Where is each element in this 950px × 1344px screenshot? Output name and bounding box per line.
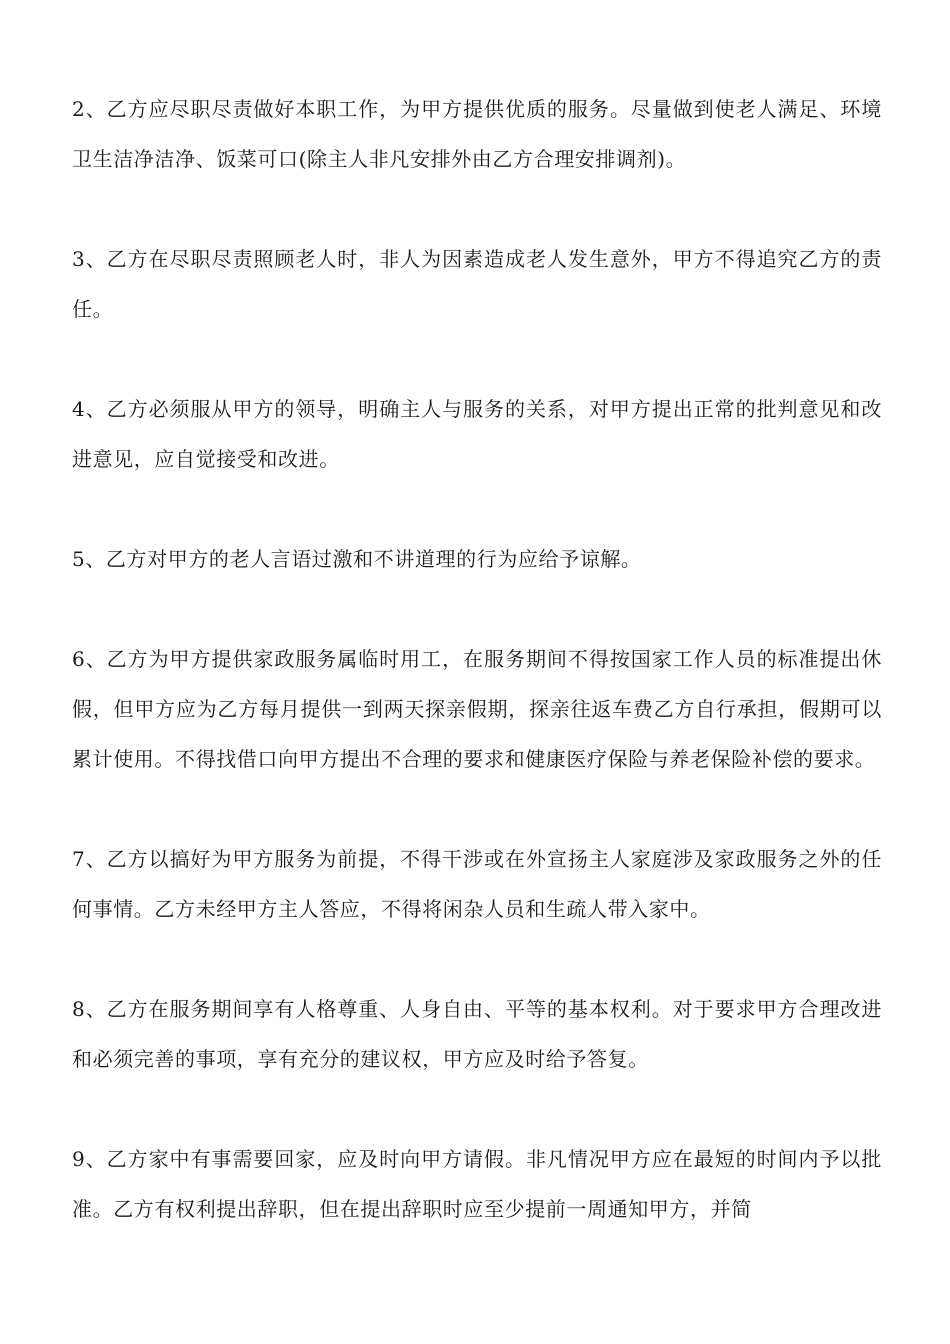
clause-8: 8、乙方在服务期间享有人格尊重、人身自由、平等的基本权利。对于要求甲方合理改进和必须完善的事项，享有充分的建议权，甲方应及时给予答复。 (72, 997, 882, 1071)
clause-2: 2、乙方应尽职尽责做好本职工作，为甲方提供优质的服务。尽量做到使老人满足、环境卫生洁净洁净、饭菜可口(除主人非凡安排外由乙方合理安排调剂)。 (72, 97, 882, 171)
clause-6: 6、乙方为甲方提供家政服务属临时用工，在服务期间不得按国家工作人员的标准提出休假，但甲方应为乙方每月提供一到两天探亲假期，探亲往返车费乙方自行承担，假期可以累计使用。不得找借口向甲方提出不合理的要求和健康医疗保险与养老保险补偿的要求。 (72, 647, 882, 771)
document-page (72, 84, 882, 1284)
clause-7: 7、乙方以搞好为甲方服务为前提，不得干涉或在外宣扬主人家庭涉及家政服务之外的任何事情。乙方未经甲方主人答应，不得将闲杂人员和生疏人带入家中。 (72, 847, 882, 921)
clause-3: 3、乙方在尽职尽责照顾老人时，非人为因素造成老人发生意外，甲方不得追究乙方的责任。 (72, 247, 882, 321)
clause-4: 4、乙方必须服从甲方的领导，明确主人与服务的关系，对甲方提出正常的批判意见和改进意见，应自觉接受和改进。 (72, 397, 882, 471)
clause-9: 9、乙方家中有事需要回家，应及时向甲方请假。非凡情况甲方应在最短的时间内予以批准。乙方有权利提出辞职，但在提出辞职时应至少提前一周通知甲方，并简 (72, 1147, 882, 1221)
clause-5: 5、乙方对甲方的老人言语过激和不讲道理的行为应给予谅解。 (72, 547, 642, 571)
